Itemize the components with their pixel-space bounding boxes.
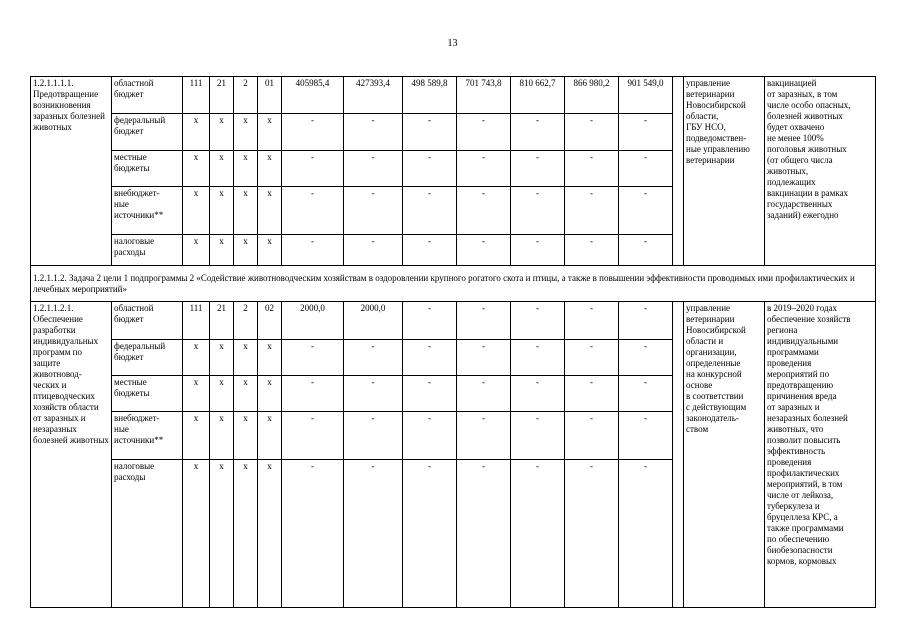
budget-code-cell: 21 — [210, 77, 234, 114]
amount-cell: - — [282, 114, 344, 151]
budget-code-cell: x — [234, 235, 258, 266]
amount-cell: - — [619, 151, 673, 187]
amount-cell: - — [403, 235, 457, 266]
amount-cell: - — [511, 302, 565, 340]
funding-source: внебюджет- ные источники** — [112, 412, 183, 460]
budget-code-cell: x — [210, 151, 234, 187]
amount-cell: - — [565, 151, 619, 187]
amount-cell: - — [457, 114, 511, 151]
amount-cell: - — [457, 412, 511, 460]
measure-name: 1.2.1.1.2.1. Обеспечение разработки индивидуальных программ по защите животновод- ческих и птицеводческих хозяйств области от заразных и незаразных болезней животных — [31, 302, 112, 608]
funding-source: местные бюджеты — [112, 151, 183, 187]
budget-code-cell: x — [234, 187, 258, 235]
budget-code-cell: x — [234, 340, 258, 376]
amount-cell: - — [457, 340, 511, 376]
amount-cell: - — [403, 376, 457, 412]
funding-source: внебюджет- ные источники** — [112, 187, 183, 235]
program-table — [30, 76, 876, 608]
amount-cell: - — [403, 151, 457, 187]
amount-cell: - — [511, 187, 565, 235]
amount-cell: - — [511, 340, 565, 376]
amount-cell: - — [457, 151, 511, 187]
funding-source: федеральный бюджет — [112, 114, 183, 151]
amount-cell: 810 662,7 — [511, 77, 565, 114]
table-row — [31, 77, 876, 114]
amount-cell: - — [403, 412, 457, 460]
amount-cell: - — [282, 460, 344, 608]
amount-cell: - — [282, 235, 344, 266]
spacer-cell — [673, 77, 684, 266]
task-row — [31, 266, 876, 302]
measure-name: 1.2.1.1.1.1. Предотвращение возникновения заразных болезней животных — [31, 77, 112, 266]
amount-cell: - — [344, 235, 403, 266]
budget-code-cell: x — [183, 114, 210, 151]
task-text: 1.2.1.1.2. Задача 2 цели 1 подпрограммы 2 «Содействие животноводческим хозяйствам в оздоровлении крупного рогатого скота и птицы, а также в повышении эффективности проводимых ими профилактических и лечебных мероприятий» — [31, 266, 876, 302]
amount-cell: 2000,0 — [282, 302, 344, 340]
amount-cell: - — [403, 302, 457, 340]
amount-cell: - — [403, 114, 457, 151]
budget-code-cell: x — [258, 151, 282, 187]
amount-cell: 901 549,0 — [619, 77, 673, 114]
amount-cell: - — [403, 340, 457, 376]
budget-code-cell: x — [210, 376, 234, 412]
amount-cell: - — [511, 376, 565, 412]
amount-cell: - — [565, 412, 619, 460]
amount-cell: - — [511, 151, 565, 187]
funding-source: федеральный бюджет — [112, 340, 183, 376]
funding-source: областной бюджет — [112, 302, 183, 340]
budget-code-cell: x — [183, 187, 210, 235]
amount-cell: - — [457, 460, 511, 608]
funding-source: налоговые расходы — [112, 235, 183, 266]
amount-cell: - — [619, 340, 673, 376]
amount-cell: - — [619, 187, 673, 235]
amount-cell: - — [457, 235, 511, 266]
amount-cell: - — [344, 187, 403, 235]
budget-code-cell: x — [234, 114, 258, 151]
amount-cell: - — [619, 114, 673, 151]
budget-code-cell: x — [234, 151, 258, 187]
funding-source: областной бюджет — [112, 77, 183, 114]
budget-code-cell: 01 — [258, 77, 282, 114]
amount-cell: - — [619, 235, 673, 266]
amount-cell: 427393,4 — [344, 77, 403, 114]
funding-source: местные бюджеты — [112, 376, 183, 412]
amount-cell: - — [565, 187, 619, 235]
amount-cell: - — [565, 235, 619, 266]
table-row — [31, 302, 876, 340]
budget-code-cell: x — [183, 376, 210, 412]
executor: управление ветеринарии Новосибирской области, ГБУ НСО, подведомствен- ные управлению ветеринарии — [684, 77, 765, 266]
amount-cell: - — [282, 376, 344, 412]
budget-code-cell: x — [210, 412, 234, 460]
budget-code-cell: x — [183, 412, 210, 460]
amount-cell: - — [511, 412, 565, 460]
amount-cell: - — [282, 187, 344, 235]
budget-code-cell: x — [210, 114, 234, 151]
amount-cell: - — [619, 302, 673, 340]
amount-cell: - — [511, 460, 565, 608]
budget-code-cell: 21 — [210, 302, 234, 340]
amount-cell: 866 980,2 — [565, 77, 619, 114]
budget-code-cell: x — [258, 460, 282, 608]
amount-cell: - — [403, 187, 457, 235]
budget-code-cell: x — [258, 235, 282, 266]
amount-cell: - — [565, 340, 619, 376]
amount-cell: - — [344, 151, 403, 187]
amount-cell: - — [282, 340, 344, 376]
budget-code-cell: 2 — [234, 77, 258, 114]
amount-cell: - — [457, 376, 511, 412]
amount-cell: - — [344, 340, 403, 376]
budget-code-cell: x — [183, 460, 210, 608]
amount-cell: - — [511, 235, 565, 266]
budget-code-cell: x — [258, 340, 282, 376]
budget-code-cell: 02 — [258, 302, 282, 340]
amount-cell: - — [344, 460, 403, 608]
budget-code-cell: x — [183, 340, 210, 376]
amount-cell: 405985,4 — [282, 77, 344, 114]
budget-code-cell: x — [210, 340, 234, 376]
budget-code-cell: x — [234, 460, 258, 608]
amount-cell: - — [344, 376, 403, 412]
amount-cell: - — [565, 376, 619, 412]
expected-result: вакцинацией от заразных, в том числе особо опасных, болезней животных будет охвачено не менее 100% поголовья животных (от общего числа животных, подлежащих вакцинации в рамках государственных заданий) ежегодно — [765, 77, 876, 266]
amount-cell: - — [619, 376, 673, 412]
budget-code-cell: x — [258, 376, 282, 412]
budget-code-cell: x — [210, 187, 234, 235]
amount-cell: - — [282, 412, 344, 460]
amount-cell: - — [457, 187, 511, 235]
budget-code-cell: 111 — [183, 302, 210, 340]
amount-cell: 498 589,8 — [403, 77, 457, 114]
expected-result: в 2019–2020 годах обеспечение хозяйств региона индивидуальными программами проведения мероприятий по предотвращению причинения вреда от заразных и незаразных болезней животных, что позволит повысить эффективность проведения профилактических мероприятий, в том числе от лейкоза, туберкулеза и бруцеллеза КРС, а также программами по обеспечению биобезопасности кормов, кормовых — [765, 302, 876, 608]
budget-code-cell: x — [258, 114, 282, 151]
budget-code-cell: x — [210, 235, 234, 266]
amount-cell: - — [403, 460, 457, 608]
spacer-cell — [673, 302, 684, 608]
page-number: 13 — [447, 38, 458, 49]
amount-cell: - — [511, 114, 565, 151]
amount-cell: 2000,0 — [344, 302, 403, 340]
amount-cell: - — [565, 302, 619, 340]
amount-cell: - — [344, 114, 403, 151]
amount-cell: - — [619, 460, 673, 608]
executor: управление ветеринарии Новосибирской области и организации, определенные на конкурсной основе в соответствии с действующим законодатель- ством — [684, 302, 765, 608]
amount-cell: - — [565, 114, 619, 151]
amount-cell: - — [344, 412, 403, 460]
budget-code-cell: 2 — [234, 302, 258, 340]
budget-code-cell: x — [183, 151, 210, 187]
budget-code-cell: x — [258, 412, 282, 460]
budget-code-cell: x — [210, 460, 234, 608]
budget-code-cell: 111 — [183, 77, 210, 114]
funding-source: налоговые расходы — [112, 460, 183, 608]
amount-cell: - — [457, 302, 511, 340]
amount-cell: 701 743,8 — [457, 77, 511, 114]
budget-code-cell: x — [258, 187, 282, 235]
amount-cell: - — [565, 460, 619, 608]
amount-cell: - — [619, 412, 673, 460]
budget-code-cell: x — [234, 376, 258, 412]
amount-cell: - — [282, 151, 344, 187]
budget-code-cell: x — [234, 412, 258, 460]
budget-code-cell: x — [183, 235, 210, 266]
